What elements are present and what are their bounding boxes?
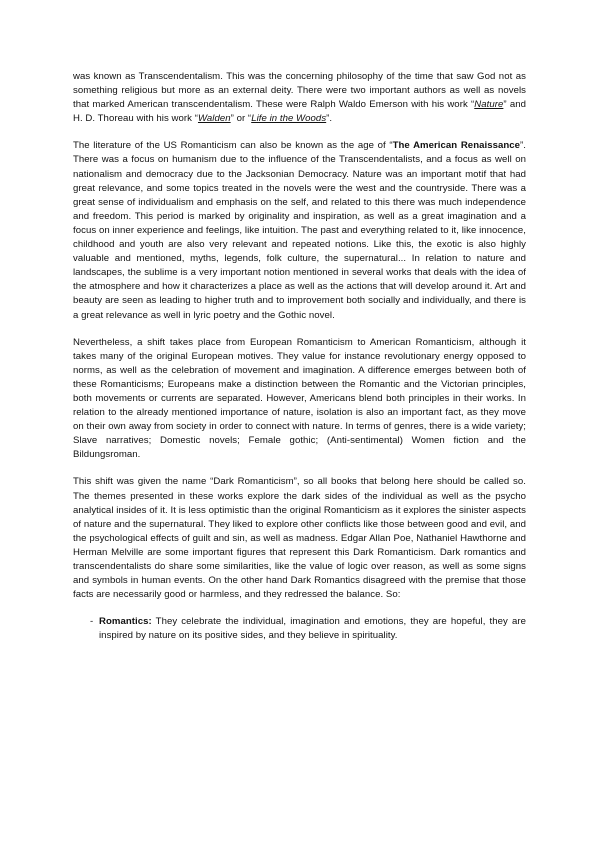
title-nature: Nature bbox=[474, 99, 504, 111]
text-run: was known as Transcendentalism. This was the concerning philosophy of the time that saw God not as something religious but more as an external deity. There were two important authors as well as novels that marked American transcendentalism. These were Ralph Waldo Emerson with his work “ bbox=[73, 71, 526, 111]
paragraph-dark-romanticism: This shift was given the name “Dark Romanticism”, so all books that belong here should be called so. The themes presented in these works explore the dark sides of the individual as well as the psycho analytical insides of it. It is less optimistic than the original Romanticism as it explores the sinister aspects of nature and the supernatural. They liked to explore other conflicts like those between good and evil, and the psychological effects of guilt and sin, as well as madness. Edgar Allan Poe, Nathaniel Hawthorne and Herman Melville are some important figures that represent this Dark Romanticism. Dark romantics and transcendentalists do share some similarities, like the value of logic over reason, as well as some signs and symbols in human events. On the other hand Dark Romantics disagreed with the premise that those facts are necessarily good or harmless, and they redressed the balance. So: bbox=[73, 476, 526, 601]
text-run: ” and H. D. Thoreau with his work “ bbox=[73, 99, 527, 125]
bold-american-renaissance: The American Renaissance bbox=[392, 140, 521, 152]
paragraph-american-renaissance bbox=[73, 139, 526, 322]
bullet-romantics bbox=[73, 615, 526, 643]
bullet-text: They celebrate the individual, imagination and emotions, they are hopeful, they are inspired by nature on its positive sides, and they believe in spirituality. bbox=[99, 616, 526, 642]
title-life-in-the-woods: Life in the Woods bbox=[251, 113, 327, 125]
text-run: ”. There was a focus on humanism due to the influence of the Transcendentalists, and a focus as well on nationalism and democracy due to the Jacksonian Democracy. Nature was an important motif that had great relevance, and some topics treated in the novels were the west and the countryside. There was a great sense of individualism and emphasis on the self, and related to this there was much independence and freedom. This period is marked by originality and inspiration, as well as a great imagination and a focus on inner experience and feelings, like intuition. The past and everything related to it, like innocence, childhood and youth are also very relevant and repeated notions. Like this, the exotic is also highly valuable and mentioned, myths, legends, folk culture, the supernatural... In relation to nature and landscapes, the sublime is a very important notion mentioned in several works that deals with the idea of the atmosphere and how it characterizes a place as well as the actions that will develop around it. Art and beauty are seen as leading to higher truth and to improvement both socially and individually, and there is a great relevance as well in lyric poetry and the Gothic novel. bbox=[73, 140, 527, 321]
text-run: ”. bbox=[326, 113, 333, 125]
paragraph-shift: Nevertheless, a shift takes place from European Romanticism to American Romanticism, although it takes many of the original European motives. They value for instance revolutionary energy opposed to norms, as well as the celebration of movement and imagination. A difference emerges between both of these Romanticisms; Europeans make a distinction between the Romantic and the Victorian principles, both movements or currents are separated. However, Americans blend both principles in their works. In relation to the already mentioned importance of nature, isolation is also an important fact, as they move on their own away from society in order to connect with nature. In terms of genres, there is a wide variety; Slave narratives; Domestic novels; Female gothic; (Anti-sentimental) Women fiction and the Bildungsroman. bbox=[73, 336, 526, 461]
text-run: ” or “ bbox=[230, 113, 252, 125]
paragraph-transcendentalism bbox=[73, 70, 526, 126]
bullet-dash: - bbox=[90, 616, 94, 628]
bullet-term: Romantics: bbox=[99, 616, 152, 628]
title-walden: Walden bbox=[197, 113, 231, 125]
text-run: The literature of the US Romanticism can also be known as the age of “ bbox=[73, 140, 393, 152]
body-text bbox=[73, 70, 526, 643]
